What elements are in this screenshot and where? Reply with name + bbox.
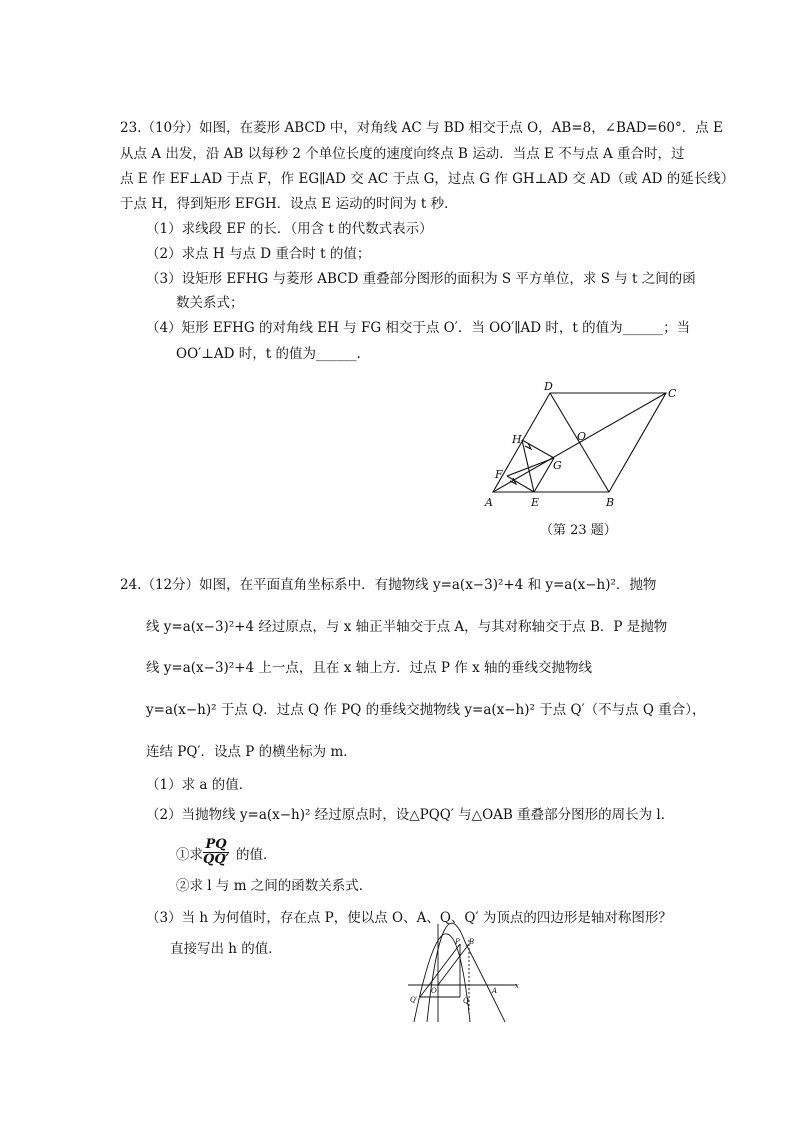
q23-line-4: 于点 H，得到矩形 EFGH．设点 E 运动的时间为 t 秒． xyxy=(120,196,458,212)
segment-gh xyxy=(522,440,554,458)
q23-item-3: （3）设矩形 EFHG 与菱形 ABCD 重叠部分图形的面积为 S 平方单位，求 S 与 t 之间的函 xyxy=(146,271,696,287)
label-P: P xyxy=(455,938,460,946)
q24-item-2-1-suffix: 的值． xyxy=(236,847,277,863)
q24-item-1: （1）求 a 的值． xyxy=(146,777,253,793)
q24-line-5: 连结 PQ′．设点 P 的横坐标为 m． xyxy=(146,744,357,760)
rhombus-figure xyxy=(478,378,698,518)
label-O: O xyxy=(577,430,587,443)
label-Q-prime: Q′ xyxy=(410,996,418,1004)
q24-item-2-2: ②求 l 与 m 之间的函数关系式． xyxy=(176,878,373,894)
segment-fg xyxy=(507,458,554,476)
fraction-pq-over-qq xyxy=(203,838,229,867)
label-C: C xyxy=(668,387,677,400)
parabola-figure xyxy=(405,918,531,1028)
label-F: F xyxy=(495,468,503,481)
label-B: B xyxy=(606,496,615,509)
label-G: G xyxy=(553,459,562,472)
q24-item-3: （3）当 h 为何值时，存在点 P，使以点 O、A、Q、Q′ 为顶点的四边形是轴对称图形？ xyxy=(146,910,672,926)
label-O: O xyxy=(431,987,437,995)
parabola-shifted xyxy=(414,934,470,1022)
q24-item-2: （2）当抛物线 y=a(x−h)² 经过原点时，设△PQQ′ 与△OAB 重叠部分图形的周长为 l． xyxy=(146,807,675,823)
q23-line-1: 23.（10分）如图，在菱形 ABCD 中，对角线 AC 与 BD 相交于点 O，AB=8，∠BAD=60°．点 E xyxy=(120,120,723,136)
q24-line-1: 24.（12分）如图，在平面直角坐标系中．有抛物线 y=a(x−3)²+4 和 y=a(x−h)²．抛物 xyxy=(120,577,657,593)
fraction-numerator: PQ xyxy=(205,837,227,852)
q23-line-2: 从点 A 出发，沿 AB 以每秒 2 个单位长度的速度向终点 B 运动．当点 E 不与点 A 重合时，过 xyxy=(120,146,685,162)
q24-line-2: 线 y=a(x−3)²+4 经过原点，与 x 轴正半轴交于点 A，与其对称轴交于点 B．P 是抛物 xyxy=(146,619,668,635)
q23-item-4: （4）矩形 EFHG 的对角线 EH 与 FG 相交于点 O′．当 OO′∥AD 时，t 的值为______；当 xyxy=(146,320,691,336)
fraction-denominator: QQ′ xyxy=(203,852,230,867)
q24-line-3: 线 y=a(x−3)²+4 上一点，且在 x 轴上方．过点 P 作 x 轴的垂线交抛物线 xyxy=(146,660,592,676)
segment-ef xyxy=(507,476,534,492)
label-Q: Q xyxy=(463,997,469,1005)
q24-item-3-cont: 直接写出 h 的值． xyxy=(170,941,282,957)
q23-item-1: （1）求线段 EF 的长．（用含 t 的代数式表示） xyxy=(146,221,433,237)
label-E: E xyxy=(531,496,540,509)
label-x: x xyxy=(515,982,519,990)
q24-line-4: y=a(x−h)² 于点 Q．过点 Q 作 PQ 的垂线交抛物线 y=a(x−h)² 于点 Q′（不与点 Q 重合）， xyxy=(146,702,706,718)
label-A: A xyxy=(485,496,493,509)
label-B: B xyxy=(469,938,475,946)
q24-item-2-1-prefix: ①求 xyxy=(176,847,203,863)
q23-line-3: 点 E 作 EF⊥AD 于点 F，作 EG∥AD 交 AC 于点 G，过点 G 作 GH⊥AD 交 AD（或 AD 的延长线） xyxy=(120,171,735,187)
q23-item-4-cont: OO′⊥AD 时，t 的值为______. xyxy=(176,346,361,362)
figure-23-caption: （第 23 题） xyxy=(540,523,617,538)
q23-item-3-cont: 数关系式； xyxy=(176,295,244,311)
label-D: D xyxy=(544,380,553,393)
label-A: A xyxy=(492,987,498,995)
right-angle-h xyxy=(525,443,531,449)
q23-item-2: （2）求点 H 与点 D 重合时 t 的值； xyxy=(146,246,371,262)
label-H: H xyxy=(512,433,522,446)
